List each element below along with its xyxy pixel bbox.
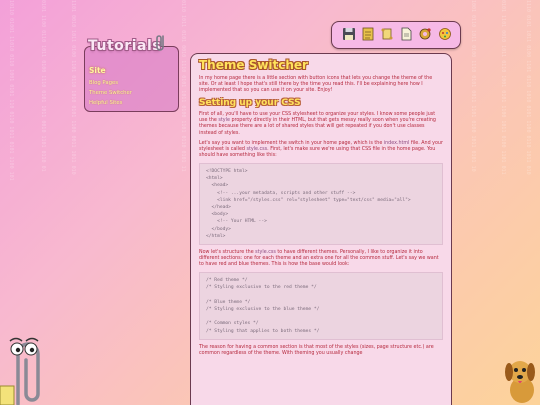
theme-button-scroll[interactable] [380, 27, 394, 41]
text: Now let's structure the [199, 249, 256, 255]
theme-button-notepad[interactable] [361, 27, 375, 41]
theme-button-document[interactable] [399, 27, 413, 41]
inline-code: style.css [246, 146, 268, 152]
intro-paragraph: In my home page there is a little section with button icons that lets you change the theme of the site. Or at least I hope that's still there by the time you read this. I'll be explaining here how I implemented that so you can use it on your site. Enjoy! [199, 76, 433, 94]
notepad-icon [361, 27, 375, 41]
theme-button-paint[interactable] [438, 27, 452, 41]
floppy-disk-icon [342, 27, 356, 41]
text: file. And your stylesheet is called [199, 140, 443, 152]
sidebar-title: Tutorials [88, 38, 162, 54]
document-icon [399, 27, 413, 41]
code-block-css: /* Red theme */ /* Styling exclusive to the red theme */ /* Blue theme */ /* Styling exclusive to the blue theme */ /* Common styles */ /* Styling that applies to both themes */ [199, 272, 443, 340]
sidebar-link-theme-switcher[interactable]: Theme Switcher [89, 90, 132, 96]
inline-code: index.html [383, 140, 410, 146]
sidebar-link-helpful-sites[interactable]: Helpful Sites [89, 100, 123, 106]
paint-icon [438, 27, 452, 41]
text: . First, let's make sure we're using that CSS file in the home page. You should have something like this: [199, 146, 436, 158]
text: First of all, you'll have to use your CSS stylesheet to organize your styles. I know some people just use the [199, 112, 436, 124]
text: Let's say you want to implement the switch in your home page, which is the [199, 140, 384, 146]
sidebar-section-title: Site [89, 66, 106, 75]
gear-icon [418, 27, 432, 41]
inline-code: style [218, 118, 230, 124]
paperclip-icon [154, 33, 168, 53]
theme-button-floppy[interactable] [342, 27, 356, 41]
text: property directly in their HTML, but that gets messy really soon when you're creating themes because there are a lot of shared styles that will get repeated if you don't use classes instead of styles. [199, 118, 436, 136]
article-panel [190, 53, 452, 405]
rover-dog-mascot-icon [500, 354, 540, 405]
page-title: Theme Switcher [199, 58, 308, 72]
scroll-icon [380, 27, 394, 41]
clippy-mascot-icon [0, 334, 46, 405]
inline-code: style.css [255, 249, 276, 255]
paragraph-3 [199, 250, 443, 268]
sidebar-link-blog-pages[interactable]: Blog Pages [89, 80, 118, 86]
section-heading: Setting up your CSS [199, 98, 301, 109]
paragraph-4: The reason for having a common section is that most of the styles (sizes, page structure etc.) are common regardless of the theme. With theming you usually change [199, 344, 434, 356]
code-block-html: <!DOCTYPE html> <html> <head> <!-- ...your metadata, scripts and other stuff --> <link href="/styles.css" rel="stylesheet" type="text/css" media="all"> </head> <body> <!-- Your HTML --> </body> </html> [199, 163, 443, 245]
text: to have different themes. Personally, I like to organize it into different sections: one for each theme and an extra one for all the common stuff. Let's say we want to have red and blue themes. This is how the base would look: [199, 249, 439, 268]
code-rain-background: 10110 01001 11010 0110 1001 0101 110 0110 1011 0101 1100 101 0101 1100 0110 1011 0100 1110 0101 1011 0010 1101 0110 01 1101 0010 1011 0100 1101 0110 1010 0101 1100 0011 1011 010 0110 1011 0101 0010 1110 0101 1011 0100 1101 0110 0101 11 1001 0110 1011 0100 1110 0101 0011 1101 0100 1011 0101 10 0101 1101 0010 1011 0110 1001 0101 1100 1011 0100 1101 011 1110 0101 1011 0100 1101 0110 1010 0101 1100 0110 1011 010 [8, 0, 531, 181]
theme-switcher-toolbar [331, 21, 461, 49]
theme-button-gear[interactable] [418, 27, 432, 41]
paragraph-1 [199, 112, 443, 136]
paragraph-2 [199, 141, 443, 159]
